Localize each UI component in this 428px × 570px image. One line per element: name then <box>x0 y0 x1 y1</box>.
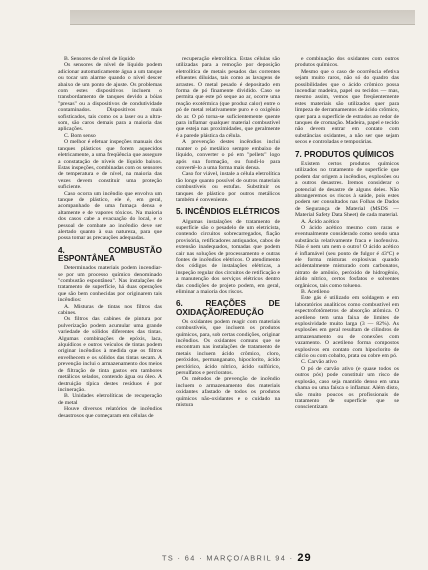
paragraph: B. Unidades eletrolíticas de recuperação de metal <box>58 393 162 406</box>
paragraph: Os filtros das cabines de pintura por pulverização podem acumular uma grande variedade de sólidos diferentes das tintas. Algumas combinações de epóxis, laca, alquídicos e outros veículos de tintas podem originar incêndios à medida que os filtros envelhecem e os sólidos das tintas secam. A prevenção inclui o armazenamento dos meios de filtração de tinta gastos em tambores metálicos selados, contendo água ou óleo. A destruição típica destes resíduos é por incineração. <box>58 316 162 393</box>
paragraph: e combinação dos oxidantes com outros produtos químicos. <box>295 56 399 69</box>
section-heading: 7. PRODUTOS QUÍMICOS <box>295 149 395 159</box>
paragraph: O melhor é efetuar inspeções manuais dos tanques plásticos que forem aquecidos eletricamente, a uma freqüência que assegure a constatação de níveis de líquido baixos. Estas inspeções, combinadas com os sensores de temperatura e de nível, na maioria das vezes devem constituir uma proteção suficiente. <box>58 139 162 191</box>
paragraph: Caso for viável, instale a célula eletrolítica tão longe quanto possível de outros materiais combustíveis ou estufas. Substituir os tanques de plástico por outros metálicos também é conveniente. <box>176 171 280 203</box>
paragraph: Algumas instalações de tratamento de superfície são o pesadelo de um eletricista, contendo circuitos sobrecarregados, fiação provisória, retificadores antiquados, cabos de extensão inadequados, tomadas que podem cair nas soluções de processamento e outras fontes de incêndios elétricos. O atendimento dos códigos de instalações elétricas, a inspeção regular dos circuitos de retificação e a manutenção dos serviços elétricos dentro das condições de projeto podem, em geral, eliminar a maioria dos riscos. <box>176 218 280 296</box>
subheading: B. Acetileno <box>301 289 330 296</box>
subheading: C. Bom senso <box>64 132 96 139</box>
paragraph: Os oxidantes podem reagir com materiais combustíveis, que incluem os produtos químicos, para, sob certas condições, originar incêndios. Os oxidantes comuns que se encontram nas instalações de tratamento de metais incluem ácido crômico, cloro, peróxidos, permanganato, hipoclorito, ácido perclórico, ácido nítrico, ácido sulfúrico, persulfatos e percloratos. <box>176 318 280 377</box>
paragraph: O ácido acético mesmo com raras e eventualmente considerado como sendo uma substância relativamente fraca e inofensiva. Não é nem um nem o outro! O ácido acético é inflamável (seu ponto de fulgor é 43ºC) e ele forma misturas explosivas quando acidentalmente misturado com carbonatos, nitrato de amônio, peróxido de hidrogênio, ácido nítrico, certos fosfatos e solventes orgânicos, tais como tolueno. <box>295 224 399 289</box>
paragraph: Existem certos produtos químicos utilizados no tratamento de superfície que podem dar origem a incêndios, explosões ou a outros desastres. Iremos considerar o potencial de desastre de alguns deles. Não abrangeremos os riscos à saúde, pois estes podem ser consultados nas Folhas de Dados de Segurança de Material (MSDS — Material Safety Data Sheet) de cada material. <box>295 160 399 219</box>
paragraph: Houve diversos relatórios de incêndios desastrosos que começaram em células de <box>58 406 162 419</box>
text-column-1 <box>58 56 162 534</box>
paragraph: A. Misturas de tintas nos filtros das cabines. <box>58 303 162 317</box>
page-footer <box>162 549 424 564</box>
paragraph: Determinados materiais podem incendiar-se por um processo químico denominado "combustão espontânea". Nas instalações de tratamento de superfície, há duas operações que são bem conhecidas por originarem tais incêndios: <box>58 265 162 304</box>
section-heading: 4. COMBUSTÃO ESPONTÂNEA <box>58 245 162 263</box>
header-band <box>70 10 415 25</box>
subheading: B. Sensores de nível de líquido <box>64 56 135 62</box>
paragraph: Os métodos de prevenção de incêndio incluem o armazenamento dos materiais oxidantes afastado de todos os produtos químicos não-oxidantes e o cuidado na mistura <box>176 376 280 409</box>
paragraph: A prevenção destes incêndios inclui manter o pó metálico sempre embaixo de líquido, converter o pó em "pellets" logo após sua formação, ou fundi-lo para convertê-lo a uma forma mais densa. <box>176 139 280 171</box>
text-column-2 <box>176 56 280 534</box>
footer-text: TS · 64 · MARÇO/ABRIL 94 · <box>162 553 294 563</box>
paragraph: Mesmo que o caso de ocorrência efetiva sejam muito raros, não só do quadro das possibilidades que o ácido crômico possa incendiar madeira, papel ou tecidos — mas, mesmo assim, vemos que freqüentemente estes materiais são utilizados quer para limpeza de derramamentos de ácido crômico, quer para a superfície de estrados ao redor de tanques de cromação. Madeira, papel e tecido não devem entrar em contato com substâncias oxidantes, a não ser que sejam secos e controladas e temporárias. <box>295 68 399 146</box>
text-column-3 <box>295 56 399 534</box>
section-heading: 5. INCÊNDIOS ELÉTRICOS <box>176 207 280 217</box>
paragraph: Os sensores de nível de líquido podem adicionar automaticamente água a um tanque ou tocar um alarme quando o nível descer abaixo de um ponto de ajuste. Os problemas com estes dispositivos incluem o transbordamento de tanques devido a bóias "presas" ou a dispositivos de condutividade contaminados. Dispositivos mais sofisticados, tais como os a laser ou a ultra-som, são caros demais para a maioria das aplicações. <box>58 62 162 133</box>
paragraph: Caso ocorra um incêndio que envolva um tanque de plástico, ele é, em geral, acompanhado de uma fumaça densa e altamente e de vapores tóxicos. Na maioria dos casos cabe a evacuação do local, e o pessoal de combate ao incêndio deve ser alertado quanto à sua natureza, para que possa tomar as precauções adequadas. <box>58 190 162 242</box>
paragraph: O pó de carvão ativo (e quase todos os outros pós) pode constituir um risco de explosão, caso seja mantido denso em uma chama ou uma faísca o inflamar. Além disto, são muito poucos os profissionais de tratamento de superfície que se conscientizam <box>295 365 399 411</box>
page-number: 29 <box>297 551 312 564</box>
subheading: C. Carvão ativo <box>301 359 337 366</box>
paragraph: Este gás é utilizado em soldagem e em laboratórios analíticos como combustível em espectrofotômetros de absorção atômica. O acetileno tem uma faixa de limites de explosividade muito larga (3 — 82%). As explosões em geral resultam de cilindros de armazenamento ou de conexões com vazamento. O acetileno forma compostos explosivos em contato com hipoclorito de cálcio ou com cobalto, prata ou cobre em pó. <box>295 295 399 360</box>
section-heading: 6. REAÇÕES DE OXIDAÇÃO/REDUÇÃO <box>176 299 280 317</box>
paragraph: recuperação eletrolítica. Estas células são utilizadas para a remoção por deposição eletrolítica de metais pesados das correntes efluentes diluídas, tais como as lavagens de arrastes. O metal pesado é depositado em forma de pó finamente dividido. Caso se permita que este pó seque ao ar, ocorre uma reação exotérmica (que produz calor) entre o pó de metal relativamente puro e o oxigênio do ar. O pó torna-se suficientemente quente para inflamar qualquer material combustível que esteja nas proximidades, que geralmente é a parede plástica da célula. <box>176 56 280 139</box>
subheading: A. Ácido acético <box>301 218 340 225</box>
